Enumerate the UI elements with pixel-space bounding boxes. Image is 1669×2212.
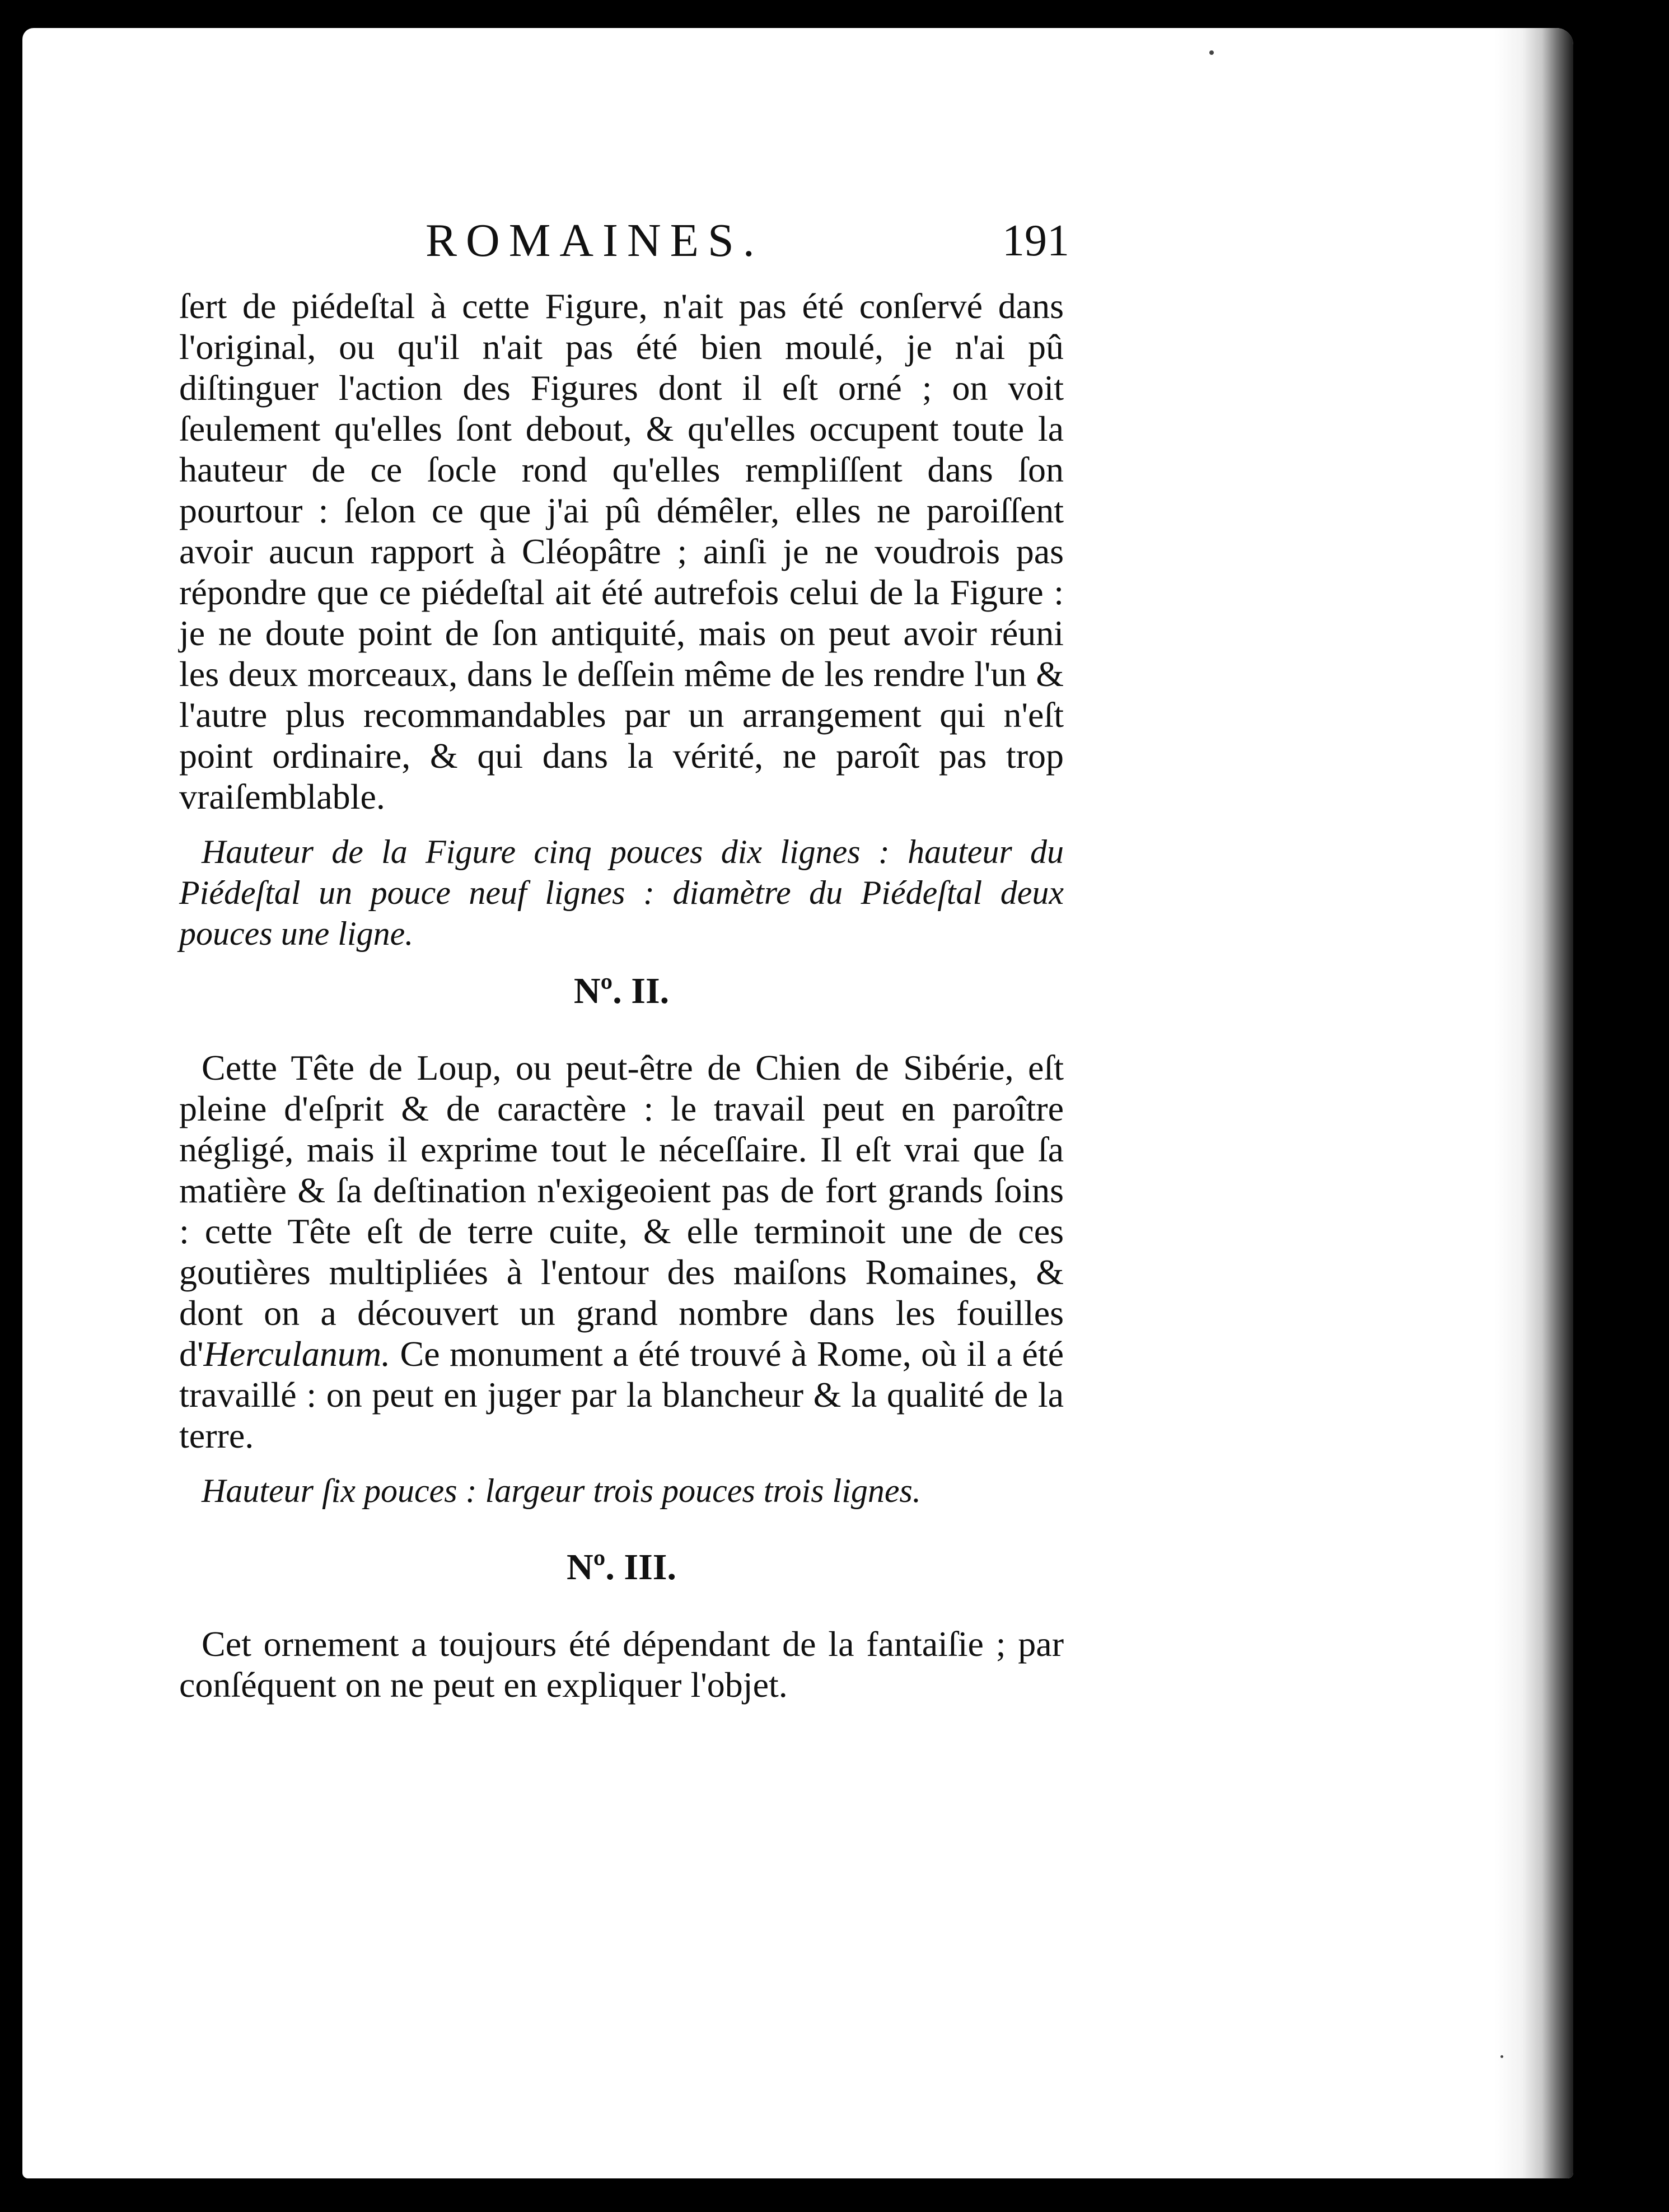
paragraph-wolf-head-text: Cette Tête de Loup, ou peut-être de Chien de Sibérie, eſt pleine d'eſprit & de caractère : le travail peut en paroître négligé, mais il exprime tout le néceſſaire. Il eſt vrai que ſa matière & ſa deſtination n'exigeoient pas de fort grands ſoins : cette Tête eſt de terre cuite, & elle terminoit une de ces goutières multipliées à l'entour des maiſons Romaines, & dont on a découvert un grand nombre dans les fouilles d' [179, 1048, 1064, 1374]
page-sheet [22, 28, 1573, 2178]
paragraph-pedestal: ſert de piédeſtal à cette Figure, n'ait pas été conſervé dans l'original, ou qu'il n'ait pas été bien moulé, je n'ai pû diſtinguer l'action des Figures dont il eſt orné ; on voit ſeulement qu'elles ſont debout, & qu'elles occupent toute la hauteur de ce ſocle rond qu'elles rempliſſent dans ſon pourtour : ſelon ce que j'ai pû démêler, elles ne paroiſſent avoir aucun rapport à Cléopâtre ; ainſi je ne voudrois pas répondre que ce piédeſtal ait été autrefois celui de la Figure : je ne doute point de ſon antiquité, mais on peut avoir réuni les deux morceaux, dans le deſſein même de les rendre l'un & l'autre plus recommandables par un arrangement qui n'eſt point ordinaire, & qui dans la vérité, ne paroît pas trop vraiſemblable. [179, 286, 1064, 816]
paper-speck [1500, 2055, 1503, 2058]
paragraph-wolf-head-end: Ce monument a été trouvé à Rome, où il a été travaillé : on peut en juger par la blancheur & la qualité de la terre. [179, 1334, 1064, 1455]
paragraph-ornament: Cet ornement a toujours été dépendant de la fantaiſie ; par conſéquent on ne peut en expliquer l'objet. [179, 1624, 1064, 1705]
running-head: ROMAINES. [426, 214, 764, 267]
spacer [179, 1014, 1064, 1047]
herculanum-italic: Herculanum. [203, 1334, 391, 1374]
section-heading-3: Nº. III. [566, 1547, 676, 1588]
spacer [179, 1511, 1064, 1545]
paper-speck [1209, 50, 1214, 55]
spacer [179, 817, 1064, 832]
page-header [426, 213, 1069, 280]
spacer [179, 1590, 1064, 1623]
page-text [179, 286, 1064, 1705]
section-heading-2: Nº. II. [573, 970, 670, 1011]
dimensions-wolf-head: Hauteur ſix pouces : largeur trois pouces trois lignes. [202, 1472, 921, 1509]
spacer [179, 1456, 1064, 1471]
page-edge-shadow [1495, 28, 1573, 2178]
spacer [179, 954, 1064, 969]
paragraph-wolf-head [179, 1047, 1064, 1456]
page-number: 191 [1002, 216, 1069, 265]
dimensions-figure: Hauteur de la Figure cinq pouces dix lignes : hauteur du Piédeſtal un pouce neuf lignes : diamètre du Piédeſtal deux pouces une ligne. [179, 833, 1064, 952]
